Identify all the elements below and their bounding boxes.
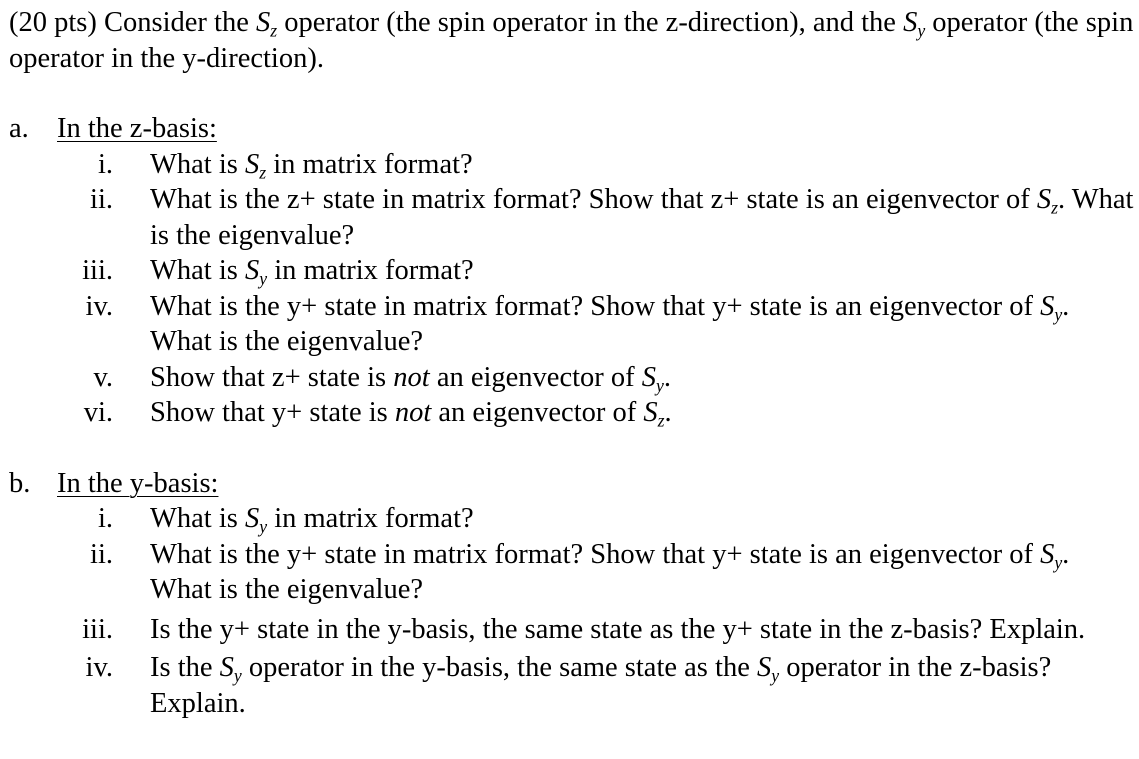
operator-subscript: z: [1051, 197, 1058, 218]
operator-symbol: S: [903, 7, 918, 38]
intro-text: (20 pts) Consider the: [9, 7, 256, 38]
problem-intro: [9, 5, 1135, 76]
section-title: In the y-basis:: [57, 467, 219, 499]
item-text: [150, 503, 474, 537]
item-number: ii.: [90, 538, 113, 570]
text-run: What is: [150, 148, 245, 180]
operator-symbol: S: [1040, 538, 1055, 570]
operator-subscript: y: [771, 665, 780, 686]
text-run: in matrix format?: [267, 255, 474, 286]
section-heading: [9, 111, 1135, 147]
text-run: in matrix format?: [267, 503, 474, 534]
operator-symbol: S: [244, 255, 260, 286]
item-text: [150, 291, 1069, 358]
operator-subscript: y: [1054, 552, 1063, 573]
operator-subscript: y: [259, 268, 268, 289]
text-run: . What is the eigenvalue?: [150, 538, 1070, 605]
question-item: [9, 650, 1135, 721]
question-item: [9, 182, 1135, 253]
operator-subscript: y: [1054, 304, 1063, 325]
operator-symbol: S: [1040, 290, 1055, 322]
item-text: [150, 397, 672, 431]
operator-symbol: S: [244, 148, 260, 180]
section-a: [9, 111, 1135, 431]
text-run: Show that y+ state is: [150, 397, 395, 428]
item-number: i.: [97, 148, 113, 180]
operator-subscript: y: [233, 665, 242, 686]
text-run: an eigenvector of: [431, 397, 644, 428]
problem-document: [9, 5, 1135, 721]
operator-subscript: y: [259, 516, 268, 537]
item-number: iv.: [85, 290, 113, 322]
question-item: [9, 147, 1135, 183]
operator-subscript: y: [656, 375, 664, 396]
item-number: ii.: [90, 184, 113, 215]
operator-subscript: z: [657, 410, 665, 431]
intro-text: operator (the spin operator in the y-direction).: [9, 7, 1134, 74]
text-run: . What is the eigenvalue?: [150, 290, 1070, 357]
operator-symbol: S: [255, 7, 271, 38]
question-item: [9, 360, 1135, 396]
item-number: v.: [93, 361, 113, 393]
item-number: i.: [97, 503, 113, 534]
text-run: What is: [150, 503, 245, 534]
text-run: an eigenvector of: [429, 361, 642, 393]
item-number: iv.: [85, 652, 113, 683]
item-text: [150, 614, 1085, 645]
item-text: [150, 361, 671, 396]
item-number: iii.: [82, 613, 113, 645]
item-text: [150, 539, 1069, 606]
item-number: iii.: [82, 255, 113, 286]
item-text: [150, 255, 474, 289]
emphasis-text: not: [394, 397, 432, 428]
emphasis-text: not: [393, 361, 430, 393]
section-b: [9, 466, 1135, 722]
text-run: operator in the z-basis? Explain.: [150, 652, 1052, 719]
question-item: [9, 289, 1135, 360]
text-run: operator in the y-basis, the same state as the: [241, 652, 757, 683]
section-title: In the z-basis:: [57, 113, 217, 144]
text-run: Is the: [150, 652, 220, 683]
operator-symbol: S: [244, 503, 260, 534]
item-text: [150, 184, 1133, 251]
section-letter: a.: [9, 113, 29, 144]
question-item: [9, 253, 1135, 289]
text-run: What is the y+ state in matrix format? Show that y+ state is an eigenvector of: [150, 290, 1041, 322]
operator-subscript: y: [917, 20, 926, 41]
text-run: What is: [150, 255, 245, 286]
text-run: . What is the eigenvalue?: [150, 184, 1134, 251]
text-run: Show that z+ state is: [150, 361, 394, 393]
question-item: [9, 612, 1135, 648]
section-heading: [9, 466, 1135, 502]
text-run: .: [663, 361, 671, 393]
operator-symbol: S: [219, 652, 234, 683]
question-item: [9, 395, 1135, 431]
operator-symbol: S: [756, 652, 772, 683]
item-number: vi.: [83, 397, 113, 428]
question-item: [9, 537, 1135, 608]
item-text: [150, 652, 1051, 719]
text-run: in matrix format?: [266, 148, 473, 180]
item-text: [150, 148, 473, 183]
operator-symbol: S: [643, 397, 658, 428]
section-letter: b.: [9, 467, 31, 499]
text-run: What is the y+ state in matrix format? Show that y+ state is an eigenvector of: [150, 538, 1041, 570]
text-run: Is the y+ state in the y-basis, the same state as the y+ state in the z-basis? Explain.: [150, 613, 1086, 645]
operator-subscript: z: [259, 162, 267, 183]
operator-subscript: z: [270, 20, 278, 41]
text-run: What is the z+ state in matrix format? Show that z+ state is an eigenvector of: [150, 184, 1037, 215]
operator-symbol: S: [641, 361, 657, 393]
operator-symbol: S: [1036, 184, 1052, 215]
text-run: .: [664, 397, 672, 428]
question-item: [9, 501, 1135, 537]
intro-text: operator (the spin operator in the z-direction), and the: [277, 7, 904, 38]
